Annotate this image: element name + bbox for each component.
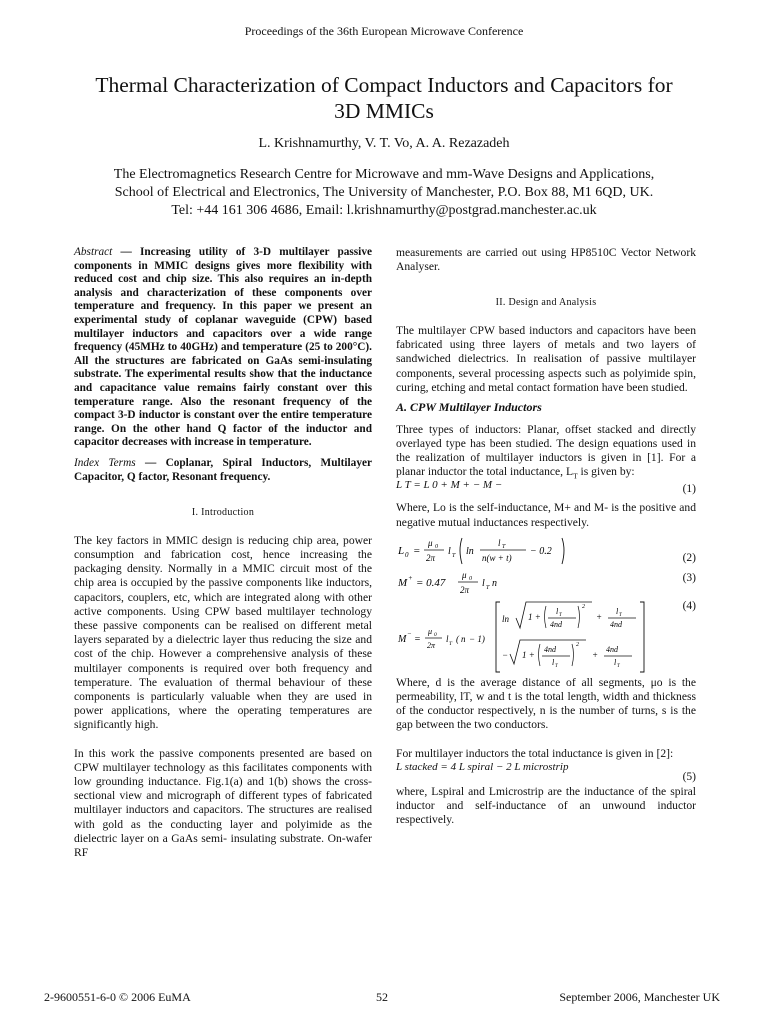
svg-text:0: 0	[434, 631, 437, 638]
svg-text:− 0.2: − 0.2	[530, 545, 552, 557]
svg-text:+: +	[408, 573, 413, 582]
design-paragraph-2: Three types of inductors: Planar, offset stacked and directly overlayed type has been studied. The design equations used in the realization of multilayer inductors is given in [1]. For a planar inductor the total inductance, $L_T$ is given by:	[396, 422, 696, 481]
equation-3-number: (3)	[682, 571, 696, 584]
title-line-2: 3D MMICs	[334, 99, 434, 123]
design-paragraph-3: Where, Lo is the self-inductance, M+ and M- is the positive and negative mutual inductances respectively.	[396, 501, 696, 529]
affiliation-line-2: School of Electrical and Electronics, The University of Manchester, P.O. Box 88, M1 6QD, UK.	[114, 185, 654, 200]
running-head: Proceedings of the 36th European Microwave Conference	[244, 24, 524, 38]
svg-text:T: T	[502, 543, 506, 550]
svg-text:2: 2	[576, 641, 579, 648]
svg-text:1 +: 1 +	[528, 611, 541, 622]
svg-text:l: l	[552, 657, 555, 667]
subsection-a-heading: A. CPW Multilayer Inductors	[396, 400, 542, 415]
svg-text:n: n	[461, 633, 466, 644]
svg-text:4nd: 4nd	[610, 619, 622, 629]
equation-4-number: (4)	[682, 599, 696, 612]
svg-text:T: T	[559, 612, 562, 618]
svg-text:0: 0	[469, 575, 472, 582]
svg-text:=: =	[414, 633, 421, 645]
svg-text:4nd: 4nd	[550, 619, 562, 629]
svg-text:l: l	[556, 606, 559, 616]
svg-text:−: −	[407, 629, 412, 638]
equation-4-graphic	[396, 598, 666, 676]
equation-5-body: L stacked = 4 L spiral − 2 L microstrip	[396, 760, 569, 773]
equation-2-graphic	[396, 534, 626, 566]
section-2-heading: II. Design and Analysis	[495, 297, 597, 309]
svg-text:0: 0	[435, 543, 438, 550]
authors: L. Krishnamurthy, V. T. Vo, A. A. Rezazadeh	[258, 136, 510, 151]
svg-text:l: l	[498, 537, 501, 548]
equation-1-number: (1)	[682, 483, 696, 496]
right-paragraph-0: measurements are carried out using HP8510C Vector Network Analyser.	[396, 246, 696, 274]
equation-1	[396, 479, 696, 501]
footer-date: September 2006, Manchester UK	[559, 990, 720, 1004]
svg-text:=: =	[413, 544, 421, 557]
svg-text:l: l	[614, 657, 617, 667]
svg-text:T: T	[619, 612, 622, 618]
equation-5	[396, 761, 696, 785]
svg-text:M: M	[398, 576, 408, 589]
equation-2	[396, 534, 696, 568]
affiliation-line-3: Tel: +44 161 306 4686, Email: l.krishnamurthy@postgrad.manchester.ac.uk	[171, 203, 597, 218]
equation-3-graphic	[396, 568, 556, 598]
svg-text:l: l	[446, 633, 449, 644]
svg-text:2π: 2π	[427, 640, 436, 650]
affiliation-line-1: The Electromagnetics Research Centre for Microwave and mm-Wave Designs and Applications,	[113, 167, 655, 182]
equation-5-number: (5)	[682, 770, 696, 783]
index-terms-text: — Coplanar, Spiral Inductors, Multilayer Capacitor, Q factor, Resonant frequency.	[74, 456, 372, 483]
equation-2-number: (2)	[682, 551, 696, 564]
section-1-heading: I. Introduction	[191, 507, 255, 519]
svg-text:T: T	[449, 640, 453, 647]
svg-text:2π: 2π	[426, 552, 436, 563]
design-paragraph-4: Where, d is the average distance of all segments, μo is the permeability, lT, w and t is the total length, width and thickness of the conductor respectively, n is the number of turns, s is the gap between the two conductors.	[396, 675, 696, 732]
svg-text:l: l	[482, 577, 485, 589]
affiliation	[30, 166, 738, 220]
svg-text:= 0.47: = 0.47	[416, 576, 446, 589]
svg-text:4nd: 4nd	[544, 644, 556, 654]
svg-text:μ: μ	[428, 626, 433, 636]
design-paragraph-1: The multilayer CPW based inductors and capacitors have been fabricated using three layers of metals and two layers of sandwiched dielectrics. In realisation of passive multilayer components, several processing aspects such as polyimide spin, curing, etching and metal contact formation have been studied.	[396, 324, 696, 394]
svg-text:L: L	[398, 544, 405, 557]
paper-title	[40, 72, 728, 124]
intro-paragraph-1: The key factors in MMIC design is reducing chip area, power consumption and fabrication cost, hence increasing the packaging density. Normally in a MMIC circuit most of the chip area is occupied by the passive components like inductors, capacitors, couplers, etc, which are integrated along with other active components. Using CPW based multilayer technology these passive components can be realised on different metal layers separated by a dielectric layer thus reducing the size and cost of the chip. However a comprehensive analysis of these multilayer components is required over both frequency and temperature. The evaluation of thermal behaviour of these components is particularly valuable when they are used in power applications, where the operating temperatures are significantly high.	[74, 533, 372, 732]
intro-paragraph-2: In this work the passive components presented are based on CPW multilayer technology as this facilitates components with low grounding inductance. Fig.1(a) and 1(b) shows the cross-sectional view and micrograph of different types of fabricated multilayer inductors and capacitors. The structures are realised with gold as the conducting layer and polyimide as the dielectric layer on a GaAs semi- insulating substrate. On-wafer RF	[74, 746, 372, 859]
design-paragraph-6: where, Lspiral and Lmicrostrip are the inductance of the spiral inductor and self-inductance of an unwound inductor respectively.	[396, 784, 696, 827]
svg-text:+: +	[592, 649, 599, 660]
svg-text:ln: ln	[502, 613, 510, 624]
title-line-1: Thermal Characterization of Compact Inductors and Capacitors for	[95, 73, 673, 97]
index-terms-label: Index Terms	[74, 456, 136, 469]
index-terms	[74, 457, 372, 484]
svg-text:0: 0	[405, 550, 409, 559]
footer-page-number: 52	[376, 990, 388, 1004]
svg-text:−: −	[502, 649, 509, 660]
svg-text:4nd: 4nd	[606, 644, 618, 654]
svg-text:1 +: 1 +	[522, 649, 535, 660]
equation-1-body: L T = L 0 + M + − M −	[396, 479, 503, 492]
right-column	[396, 246, 696, 827]
svg-text:2π: 2π	[460, 584, 470, 595]
equation-3	[396, 568, 696, 598]
svg-text:T: T	[617, 663, 620, 669]
svg-text:ln: ln	[466, 545, 474, 557]
abstract-label: Abstract	[74, 246, 113, 258]
svg-text:n: n	[492, 577, 497, 589]
svg-text:M: M	[398, 633, 407, 645]
svg-text:+: +	[596, 611, 603, 622]
equation-4	[396, 598, 696, 676]
abstract	[74, 246, 372, 450]
svg-text:μ: μ	[428, 537, 433, 548]
left-column	[74, 246, 372, 860]
svg-text:μ: μ	[462, 569, 467, 580]
svg-text:− 1): − 1)	[469, 633, 485, 644]
svg-text:T: T	[555, 663, 558, 669]
design-paragraph-5: For multilayer inductors the total inductance is given in [2]:	[396, 746, 674, 760]
svg-text:l: l	[448, 545, 451, 557]
footer-isbn: 2-9600551-6-0 © 2006 EuMA	[44, 990, 191, 1004]
abstract-text: — Increasing utility of 3-D multilayer passive components in MMIC designs gives more flexibility with reduced cost and chip size. This also requires an in-depth analysis and characterization of these components over temperature and frequency. In this paper we present an experimental study of coplanar waveguide (CPW) based multilayer inductors and capacitors over a wide range frequency (45MHz to 40GHz) and temperature (25 to 200°C). All the structures are fabricated on GaAs semi-insulating substrate. The experimental results show that the inductance and capacitance value remains fairly constant over this temperature range. Also the resonant frequency of the compact 3-D inductor is constant over the entire temperature range. On the other hand Q factor of the inductor and capacitor decreases with increase in temperature.	[74, 246, 372, 449]
svg-text:2: 2	[582, 603, 585, 610]
svg-text:l: l	[616, 606, 619, 616]
svg-text:(: (	[456, 633, 459, 644]
svg-text:T: T	[452, 552, 456, 559]
svg-text:T: T	[486, 584, 490, 591]
svg-text:n(w + t): n(w + t)	[482, 552, 512, 563]
